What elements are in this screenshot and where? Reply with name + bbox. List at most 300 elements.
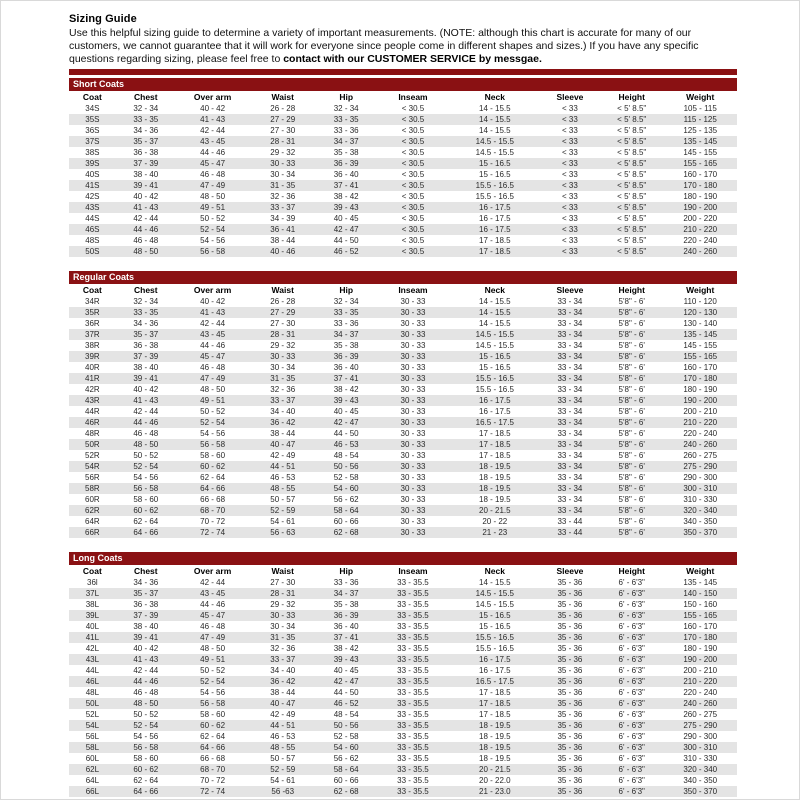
table-row [69, 395, 737, 406]
measurement-cell: 58 - 60 [200, 710, 226, 719]
coat-size-cell: 40R [85, 363, 100, 372]
column-header-waist: Waist [271, 285, 294, 295]
measurement-cell: 210 - 220 [683, 677, 718, 686]
measurement-cell: < 33 [562, 137, 578, 146]
coat-size-cell: 62R [85, 506, 100, 515]
measurement-cell: 28 - 31 [270, 330, 296, 339]
measurement-cell: 32 - 36 [270, 192, 296, 201]
measurement-cell: 15 - 16.5 [479, 170, 511, 179]
measurement-cell: 37 - 41 [333, 633, 359, 642]
measurement-cell: 33 - 37 [270, 655, 296, 664]
measurement-cell: 33 - 35.5 [397, 743, 429, 752]
measurement-cell: 5'8" - 6' [618, 440, 645, 449]
table-row [69, 340, 737, 351]
measurement-cell: 62 - 68 [333, 787, 359, 796]
table-row [69, 158, 737, 169]
measurement-cell: 56 - 62 [333, 754, 359, 763]
table-row [69, 698, 737, 709]
coat-size-cell: 58L [85, 743, 100, 752]
measurement-cell: 15.5 - 16.5 [475, 385, 514, 394]
measurement-cell: 60 - 62 [133, 506, 159, 515]
measurement-cell: < 33 [562, 126, 578, 135]
measurement-cell: 41 - 43 [200, 308, 226, 317]
coat-size-cell: 54R [85, 462, 100, 471]
measurement-cell: 52 - 59 [270, 506, 296, 515]
measurement-cell: 45 - 47 [200, 611, 226, 620]
measurement-cell: 42 - 44 [200, 578, 226, 587]
measurement-cell: 34 - 36 [133, 319, 159, 328]
measurement-cell: 33 - 35.5 [397, 754, 429, 763]
measurement-cell: 54 - 60 [333, 484, 359, 493]
measurement-cell: 140 - 150 [683, 589, 718, 598]
measurement-cell: 30 - 34 [270, 363, 296, 372]
measurement-cell: 47 - 49 [200, 633, 226, 642]
measurement-cell: 30 - 33 [400, 308, 426, 317]
measurement-cell: 41 - 43 [133, 655, 159, 664]
measurement-cell: 33 - 34 [557, 297, 583, 306]
measurement-cell: 32 - 34 [133, 104, 159, 113]
measurement-cell: 31 - 35 [270, 181, 296, 190]
measurement-cell: 300 - 310 [683, 743, 718, 752]
measurement-cell: 36 - 39 [333, 352, 359, 361]
measurement-cell: 15 - 16.5 [479, 363, 511, 372]
measurement-cell: 46 - 48 [133, 236, 159, 245]
measurement-cell: < 33 [562, 115, 578, 124]
measurement-cell: 14 - 15.5 [479, 126, 511, 135]
measurement-cell: 36 - 39 [333, 159, 359, 168]
measurement-cell: 58 - 64 [333, 765, 359, 774]
measurement-cell: 33 - 35.5 [397, 710, 429, 719]
table-row [69, 180, 737, 191]
measurement-cell: 300 - 310 [683, 484, 718, 493]
measurement-cell: 33 - 37 [270, 396, 296, 405]
measurement-cell: 37 - 39 [133, 352, 159, 361]
measurement-cell: 14.5 - 15.5 [475, 137, 514, 146]
measurement-cell: < 30.5 [401, 192, 425, 201]
coat-size-cell: 64L [85, 776, 100, 785]
measurement-cell: 49 - 51 [200, 655, 226, 664]
measurement-cell: 33 - 34 [557, 319, 583, 328]
measurement-cell: 18 - 19.5 [479, 484, 511, 493]
coat-size-cell: 37R [85, 330, 100, 339]
measurement-cell: 36 - 40 [333, 622, 359, 631]
measurement-cell: 38 - 42 [333, 385, 359, 394]
measurement-cell: 14 - 15.5 [479, 319, 511, 328]
measurement-cell: 33 - 34 [557, 308, 583, 317]
measurement-cell: 260 - 275 [683, 451, 718, 460]
table-row [69, 235, 737, 246]
coat-size-cell: 44S [85, 214, 100, 223]
measurement-cell: 16 - 17.5 [479, 655, 511, 664]
measurement-cell: 33 - 34 [557, 396, 583, 405]
measurement-cell: 33 - 44 [557, 517, 583, 526]
measurement-cell: 42 - 44 [200, 319, 226, 328]
measurement-cell: < 5' 8.5" [617, 236, 647, 245]
measurement-cell: 54 - 56 [200, 688, 226, 697]
measurement-cell: 48 - 55 [270, 743, 296, 752]
measurement-cell: 35 - 36 [557, 600, 583, 609]
measurement-cell: 48 - 50 [133, 440, 159, 449]
measurement-cell: 33 - 35.5 [397, 578, 429, 587]
measurement-cell: 52 - 54 [200, 225, 226, 234]
measurement-cell: < 30.5 [401, 214, 425, 223]
coat-size-cell: 40L [85, 622, 100, 631]
table-row [69, 114, 737, 125]
column-header-row [69, 91, 737, 103]
measurement-cell: 275 - 290 [683, 721, 718, 730]
measurement-cell: 28 - 31 [270, 137, 296, 146]
measurement-cell: 42 - 47 [333, 225, 359, 234]
column-header-chest: Chest [133, 285, 158, 295]
measurement-cell: 33 - 44 [557, 528, 583, 537]
measurement-cell: < 30.5 [401, 170, 425, 179]
measurement-cell: < 33 [562, 104, 578, 113]
measurement-cell: 44 - 50 [333, 688, 359, 697]
intro-paragraph [69, 27, 739, 66]
measurement-cell: 56 - 58 [200, 699, 226, 708]
measurement-cell: 18 - 19.5 [479, 462, 511, 471]
measurement-cell: 17 - 18.5 [479, 451, 511, 460]
measurement-cell: 350 - 370 [683, 787, 718, 796]
measurement-cell: 56 - 58 [200, 440, 226, 449]
column-header-weight: Weight [686, 566, 715, 576]
measurement-cell: < 5' 8.5" [617, 203, 647, 212]
measurement-cell: 48 - 54 [333, 710, 359, 719]
measurement-cell: 50 - 57 [270, 754, 296, 763]
measurement-cell: 34 - 36 [133, 126, 159, 135]
regular-coats-section [69, 271, 737, 538]
table-row [69, 213, 737, 224]
column-header-hip: Hip [339, 285, 354, 295]
measurement-cell: 35 - 37 [133, 137, 159, 146]
measurement-cell: 47 - 49 [200, 374, 226, 383]
column-header-over-arm: Over arm [193, 285, 232, 295]
measurement-cell: 6' - 6'3" [618, 721, 645, 730]
measurement-cell: 6' - 6'3" [618, 787, 645, 796]
measurement-cell: < 33 [562, 214, 578, 223]
measurement-cell: 135 - 145 [683, 137, 718, 146]
table-row [69, 516, 737, 527]
measurement-cell: 35 - 36 [557, 622, 583, 631]
column-header-inseam: Inseam [398, 566, 428, 576]
coat-size-cell: 46S [85, 225, 100, 234]
measurement-cell: 200 - 210 [683, 666, 718, 675]
measurement-cell: 30 - 33 [400, 374, 426, 383]
measurement-cell: 54 - 56 [133, 732, 159, 741]
measurement-cell: 56 - 58 [133, 484, 159, 493]
table-row [69, 665, 737, 676]
measurement-cell: 48 - 54 [333, 451, 359, 460]
measurement-cell: 33 - 35.5 [397, 776, 429, 785]
measurement-cell: 5'8" - 6' [618, 330, 645, 339]
measurement-cell: < 33 [562, 159, 578, 168]
measurement-cell: 72 - 74 [200, 787, 226, 796]
measurement-cell: 62 - 64 [200, 732, 226, 741]
measurement-cell: 31 - 35 [270, 374, 296, 383]
measurement-cell: 48 - 50 [200, 644, 226, 653]
table-row [69, 687, 737, 698]
measurement-cell: < 30.5 [401, 104, 425, 113]
measurement-cell: 40 - 45 [333, 407, 359, 416]
measurement-cell: < 30.5 [401, 126, 425, 135]
measurement-cell: 16.5 - 17.5 [475, 418, 514, 427]
table-row [69, 654, 737, 665]
measurement-cell: 40 - 46 [270, 247, 296, 256]
measurement-cell: 145 - 155 [683, 341, 718, 350]
coat-size-cell: 38R [85, 341, 100, 350]
table-row [69, 720, 737, 731]
measurement-cell: 33 - 35.5 [397, 787, 429, 796]
measurement-cell: 190 - 200 [683, 203, 718, 212]
measurement-cell: 5'8" - 6' [618, 308, 645, 317]
measurement-cell: 30 - 33 [400, 418, 426, 427]
measurement-cell: 48 - 50 [133, 247, 159, 256]
table-row [69, 461, 737, 472]
measurement-cell: 33 - 35 [133, 115, 159, 124]
measurement-cell: < 30.5 [401, 181, 425, 190]
coat-size-cell: 52R [85, 451, 100, 460]
measurement-cell: 105 - 115 [683, 104, 717, 113]
measurement-cell: 40 - 42 [133, 192, 159, 201]
measurement-cell: 160 - 170 [683, 170, 718, 179]
measurement-cell: 320 - 340 [683, 765, 718, 774]
page-title: Sizing Guide [69, 13, 137, 25]
measurement-cell: 54 - 56 [200, 236, 226, 245]
coat-size-cell: 58R [85, 484, 100, 493]
measurement-cell: 320 - 340 [683, 506, 718, 515]
measurement-cell: 6' - 6'3" [618, 765, 645, 774]
measurement-cell: 36 - 42 [270, 418, 296, 427]
measurement-cell: < 5' 8.5" [617, 115, 647, 124]
measurement-cell: 30 - 34 [270, 622, 296, 631]
measurement-cell: 14.5 - 15.5 [475, 148, 514, 157]
measurement-cell: 30 - 33 [400, 363, 426, 372]
table-row [69, 417, 737, 428]
table-row [69, 786, 737, 797]
measurement-cell: 6' - 6'3" [618, 754, 645, 763]
measurement-cell: < 5' 8.5" [617, 104, 647, 113]
coat-size-cell: 38L [85, 600, 100, 609]
measurement-cell: < 5' 8.5" [617, 148, 647, 157]
coat-size-cell: 42S [85, 192, 100, 201]
measurement-cell: 30 - 33 [270, 352, 296, 361]
measurement-cell: 35 - 36 [557, 677, 583, 686]
measurement-cell: 33 - 34 [557, 341, 583, 350]
measurement-cell: 64 - 66 [133, 787, 159, 796]
measurement-cell: 56 - 58 [200, 247, 226, 256]
table-row [69, 764, 737, 775]
measurement-cell: 39 - 43 [333, 203, 359, 212]
coat-size-cell: 62L [85, 765, 100, 774]
measurement-cell: 6' - 6'3" [618, 699, 645, 708]
measurement-cell: 42 - 49 [270, 710, 296, 719]
measurement-cell: 220 - 240 [683, 429, 718, 438]
column-header-hip: Hip [339, 92, 354, 102]
table-row [69, 125, 737, 136]
table-row [69, 610, 737, 621]
table-row [69, 384, 737, 395]
measurement-cell: 15 - 16.5 [479, 352, 511, 361]
measurement-cell: 180 - 190 [683, 644, 718, 653]
measurement-cell: 58 - 64 [333, 506, 359, 515]
measurement-cell: 62 - 64 [133, 776, 159, 785]
table-row [69, 362, 737, 373]
measurement-cell: 5'8" - 6' [618, 363, 645, 372]
measurement-cell: 39 - 41 [133, 181, 159, 190]
measurement-cell: < 5' 8.5" [617, 170, 647, 179]
coat-size-cell: 56L [85, 732, 100, 741]
measurement-cell: 14 - 15.5 [479, 297, 511, 306]
measurement-cell: 40 - 42 [133, 644, 159, 653]
measurement-cell: 50 - 52 [200, 407, 226, 416]
coat-size-cell: 43S [85, 203, 100, 212]
measurement-cell: 260 - 275 [683, 710, 718, 719]
measurement-cell: 6' - 6'3" [618, 666, 645, 675]
measurement-cell: 32 - 34 [333, 104, 359, 113]
table-row [69, 472, 737, 483]
measurement-cell: < 33 [562, 192, 578, 201]
measurement-cell: 35 - 36 [557, 699, 583, 708]
measurement-cell: 5'8" - 6' [618, 374, 645, 383]
measurement-cell: 33 - 35.5 [397, 765, 429, 774]
table-row [69, 103, 737, 114]
measurement-cell: 29 - 32 [270, 148, 296, 157]
measurement-cell: 33 - 37 [270, 203, 296, 212]
measurement-cell: 64 - 66 [200, 743, 226, 752]
measurement-cell: < 30.5 [401, 203, 425, 212]
measurement-cell: 30 - 33 [400, 495, 426, 504]
measurement-cell: 62 - 64 [200, 473, 226, 482]
measurement-cell: < 33 [562, 225, 578, 234]
table-row [69, 169, 737, 180]
measurement-cell: 350 - 370 [683, 528, 718, 537]
measurement-cell: 16 - 17.5 [479, 214, 511, 223]
measurement-cell: 33 - 36 [333, 319, 359, 328]
measurement-cell: 170 - 180 [683, 633, 718, 642]
measurement-cell: 37 - 41 [333, 181, 359, 190]
column-header-coat: Coat [82, 92, 102, 102]
measurement-cell: < 5' 8.5" [617, 126, 647, 135]
measurement-cell: 33 - 35.5 [397, 699, 429, 708]
coat-size-cell: 41S [85, 181, 100, 190]
measurement-cell: 36 - 42 [270, 677, 296, 686]
measurement-cell: 42 - 49 [270, 451, 296, 460]
table-row [69, 191, 737, 202]
measurement-cell: < 30.5 [401, 148, 425, 157]
measurement-cell: 32 - 36 [270, 385, 296, 394]
table-row [69, 406, 737, 417]
measurement-cell: 64 - 66 [133, 528, 159, 537]
measurement-cell: 40 - 42 [133, 385, 159, 394]
measurement-cell: 15 - 16.5 [479, 159, 511, 168]
measurement-cell: 16 - 17.5 [479, 666, 511, 675]
column-header-height: Height [618, 285, 645, 295]
measurement-cell: 17 - 18.5 [479, 710, 511, 719]
table-row [69, 731, 737, 742]
measurement-cell: 180 - 190 [683, 385, 718, 394]
measurement-cell: 220 - 240 [683, 688, 718, 697]
measurement-cell: 33 - 35 [333, 115, 359, 124]
measurement-cell: 5'8" - 6' [618, 396, 645, 405]
coat-size-cell: 46R [85, 418, 100, 427]
coat-size-cell: 50R [85, 440, 100, 449]
measurement-cell: 32 - 34 [333, 297, 359, 306]
measurement-cell: 18 - 19.5 [479, 473, 511, 482]
coat-size-cell: 52L [85, 710, 100, 719]
measurement-cell: 36 - 38 [133, 148, 159, 157]
column-header-row [69, 565, 737, 577]
measurement-cell: < 33 [562, 170, 578, 179]
measurement-cell: 52 - 58 [333, 473, 359, 482]
measurement-cell: 30 - 33 [400, 528, 426, 537]
measurement-cell: < 30.5 [401, 159, 425, 168]
column-header-inseam: Inseam [398, 285, 428, 295]
measurement-cell: 34 - 39 [270, 214, 296, 223]
measurement-cell: 33 - 35.5 [397, 611, 429, 620]
measurement-cell: 31 - 35 [270, 633, 296, 642]
measurement-cell: 36 - 38 [133, 341, 159, 350]
measurement-cell: 40 - 45 [333, 666, 359, 675]
measurement-cell: 66 - 68 [200, 754, 226, 763]
measurement-cell: 33 - 35.5 [397, 666, 429, 675]
measurement-cell: 32 - 34 [133, 297, 159, 306]
measurement-cell: 33 - 34 [557, 462, 583, 471]
table-row [69, 709, 737, 720]
measurement-cell: 34 - 40 [270, 666, 296, 675]
short-coats-table [69, 91, 737, 257]
measurement-cell: 30 - 34 [270, 170, 296, 179]
short-coats-section [69, 78, 737, 257]
measurement-cell: 150 - 160 [683, 600, 718, 609]
measurement-cell: 30 - 33 [400, 385, 426, 394]
measurement-cell: 5'8" - 6' [618, 451, 645, 460]
measurement-cell: 33 - 35.5 [397, 589, 429, 598]
measurement-cell: 52 - 54 [133, 462, 159, 471]
measurement-cell: 48 - 50 [133, 699, 159, 708]
measurement-cell: 54 - 61 [270, 776, 296, 785]
coat-size-cell: 50S [85, 247, 100, 256]
table-row [69, 450, 737, 461]
table-row [69, 742, 737, 753]
measurement-cell: 40 - 47 [270, 440, 296, 449]
measurement-cell: 35 - 36 [557, 578, 583, 587]
measurement-cell: 27 - 30 [270, 578, 296, 587]
measurement-cell: 44 - 46 [133, 418, 159, 427]
long-coats-table [69, 565, 737, 797]
coat-size-cell: 43L [85, 655, 100, 664]
measurement-cell: 30 - 33 [400, 484, 426, 493]
measurement-cell: 66 - 68 [200, 495, 226, 504]
measurement-cell: 15.5 - 16.5 [475, 181, 514, 190]
measurement-cell: 46 - 48 [133, 688, 159, 697]
measurement-cell: 6' - 6'3" [618, 732, 645, 741]
regular-coats-table [69, 284, 737, 538]
measurement-cell: 15 - 16.5 [479, 622, 511, 631]
measurement-cell: 35 - 38 [333, 600, 359, 609]
measurement-cell: 5'8" - 6' [618, 495, 645, 504]
table-row [69, 136, 737, 147]
measurement-cell: 33 - 35.5 [397, 633, 429, 642]
measurement-cell: 35 - 37 [133, 330, 159, 339]
coat-size-cell: 48L [85, 688, 100, 697]
measurement-cell: < 5' 8.5" [617, 225, 647, 234]
column-header-chest: Chest [133, 566, 158, 576]
coat-size-cell: 38S [85, 148, 100, 157]
measurement-cell: 180 - 190 [683, 192, 718, 201]
coat-size-cell: 35R [85, 308, 100, 317]
table-row [69, 527, 737, 538]
measurement-cell: 16 - 17.5 [479, 203, 511, 212]
